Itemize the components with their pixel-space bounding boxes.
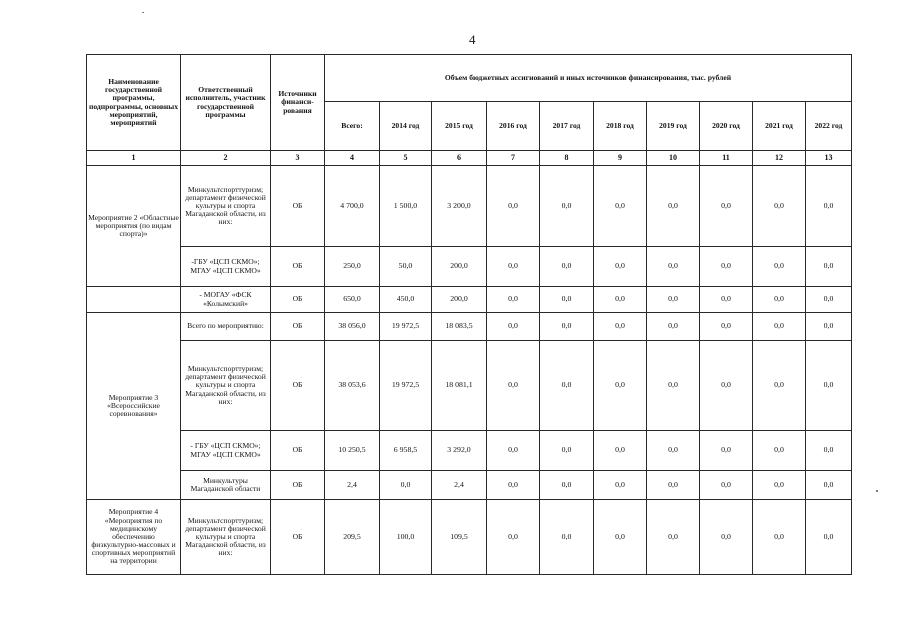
value-cell: 0,0 — [487, 247, 540, 287]
source-cell: ОБ — [271, 341, 325, 431]
value-cell: 18 083,5 — [432, 313, 487, 341]
value-cell: 0,0 — [806, 166, 852, 247]
column-number: 10 — [647, 151, 700, 166]
source-cell: ОБ — [271, 313, 325, 341]
executor-cell: - МОГАУ «ФСК «Колымский» — [181, 287, 271, 313]
value-cell: 0,0 — [647, 313, 700, 341]
value-cell: 0,0 — [540, 341, 594, 431]
value-cell: 38 056,0 — [325, 313, 380, 341]
value-cell: 0,0 — [700, 166, 753, 247]
column-number: 9 — [594, 151, 647, 166]
value-cell: 19 972,5 — [380, 341, 432, 431]
executor-cell: Минкультуры Магаданской области — [181, 471, 271, 500]
value-cell: 0,0 — [806, 431, 852, 471]
value-cell: 0,0 — [806, 500, 852, 575]
value-cell: 0,0 — [647, 431, 700, 471]
table-row — [87, 431, 852, 471]
value-cell: 200,0 — [432, 247, 487, 287]
value-cell: 0,0 — [594, 166, 647, 247]
value-cell: 0,0 — [487, 471, 540, 500]
column-number: 6 — [432, 151, 487, 166]
value-cell: 2,4 — [325, 471, 380, 500]
value-cell: 3 200,0 — [432, 166, 487, 247]
value-cell: 50,0 — [380, 247, 432, 287]
header-budget-group: Объем бюджетных ассигнований и иных источников финансирования, тыс. рублей — [325, 55, 852, 102]
value-cell: 0,0 — [380, 471, 432, 500]
executor-cell: Минкультспорттуризм; департамент физической культуры и спорта Магаданской области, из них: — [181, 166, 271, 247]
value-cell: 0,0 — [806, 247, 852, 287]
value-cell: 0,0 — [753, 313, 806, 341]
source-cell: ОБ — [271, 287, 325, 313]
value-cell: 1 500,0 — [380, 166, 432, 247]
financing-table — [86, 54, 852, 575]
column-number: 4 — [325, 151, 380, 166]
value-cell: 0,0 — [540, 471, 594, 500]
column-number: 2 — [181, 151, 271, 166]
table-row — [87, 471, 852, 500]
header-year: 2020 год — [700, 102, 753, 151]
scan-speck — [876, 490, 878, 492]
value-cell: 19 972,5 — [380, 313, 432, 341]
table-row — [87, 500, 852, 575]
value-cell: 100,0 — [380, 500, 432, 575]
value-cell: 0,0 — [806, 341, 852, 431]
executor-cell: -ГБУ «ЦСП СКМО»; МГАУ «ЦСП СКМО» — [181, 247, 271, 287]
value-cell: 0,0 — [487, 341, 540, 431]
value-cell: 0,0 — [540, 500, 594, 575]
header-year: 2021 год — [753, 102, 806, 151]
column-number: 3 — [271, 151, 325, 166]
header-executor: Ответственный исполнитель, участник государственной программы — [181, 55, 271, 151]
header-program-name: Наименование государственной программы, подпрограммы, основных мероприятий, мероприятий — [87, 55, 181, 151]
value-cell: 0,0 — [647, 471, 700, 500]
value-cell: 0,0 — [753, 431, 806, 471]
scan-speck — [142, 12, 144, 13]
value-cell: 0,0 — [753, 166, 806, 247]
value-cell: 109,5 — [432, 500, 487, 575]
header-year: 2016 год — [487, 102, 540, 151]
value-cell: 0,0 — [647, 247, 700, 287]
value-cell: 0,0 — [540, 431, 594, 471]
value-cell: 0,0 — [647, 166, 700, 247]
header-year: 2015 год — [432, 102, 487, 151]
value-cell: 0,0 — [540, 287, 594, 313]
table-row — [87, 247, 852, 287]
value-cell: 0,0 — [487, 166, 540, 247]
value-cell: 0,0 — [753, 341, 806, 431]
event-name-empty — [87, 287, 181, 313]
executor-cell: Минкультспорттуризм; департамент физической культуры и спорта Магаданской области, из них: — [181, 341, 271, 431]
value-cell: 0,0 — [647, 500, 700, 575]
column-number: 7 — [487, 151, 540, 166]
value-cell: 0,0 — [700, 500, 753, 575]
value-cell: 0,0 — [594, 313, 647, 341]
event-name: Мероприятие 3 «Всероссийские соревнования» — [87, 313, 181, 500]
value-cell: 2,4 — [432, 471, 487, 500]
value-cell: 0,0 — [700, 313, 753, 341]
value-cell: 0,0 — [753, 471, 806, 500]
value-cell: 250,0 — [325, 247, 380, 287]
value-cell: 0,0 — [594, 431, 647, 471]
value-cell: 10 250,5 — [325, 431, 380, 471]
value-cell: 4 700,0 — [325, 166, 380, 247]
table-row — [87, 341, 852, 431]
value-cell: 0,0 — [594, 341, 647, 431]
value-cell: 18 081,1 — [432, 341, 487, 431]
value-cell: 650,0 — [325, 287, 380, 313]
value-cell: 0,0 — [806, 471, 852, 500]
source-cell: ОБ — [271, 471, 325, 500]
source-cell: ОБ — [271, 500, 325, 575]
value-cell: 3 292,0 — [432, 431, 487, 471]
value-cell: 0,0 — [540, 313, 594, 341]
value-cell: 0,0 — [540, 247, 594, 287]
value-cell: 0,0 — [487, 500, 540, 575]
value-cell: 0,0 — [753, 247, 806, 287]
value-cell: 0,0 — [594, 287, 647, 313]
value-cell: 0,0 — [594, 500, 647, 575]
column-number: 8 — [540, 151, 594, 166]
table-row — [87, 166, 852, 247]
value-cell: 0,0 — [700, 341, 753, 431]
event-name: Мероприятие 2 «Областные мероприятия (по видам спорта)» — [87, 166, 181, 287]
value-cell: 0,0 — [700, 247, 753, 287]
executor-cell: Всего по мероприятию: — [181, 313, 271, 341]
header-total: Всего: — [325, 102, 380, 151]
header-year: 2019 год — [647, 102, 700, 151]
value-cell: 0,0 — [594, 471, 647, 500]
source-cell: ОБ — [271, 431, 325, 471]
value-cell: 0,0 — [647, 341, 700, 431]
header-funding-source: Источники финанси-рования — [271, 55, 325, 151]
value-cell: 0,0 — [753, 287, 806, 313]
event-name: Мероприятие 4 «Мероприятия по медицинскому обеспечению физкультурно-массовых и спортивных мероприятий на территории — [87, 500, 181, 575]
header-year: 2014 год — [380, 102, 432, 151]
source-cell: ОБ — [271, 247, 325, 287]
header-year: 2022 год — [806, 102, 852, 151]
value-cell: 38 053,6 — [325, 341, 380, 431]
header-year: 2018 год — [594, 102, 647, 151]
value-cell: 450,0 — [380, 287, 432, 313]
column-number-row — [87, 151, 852, 166]
column-number: 5 — [380, 151, 432, 166]
value-cell: 0,0 — [540, 166, 594, 247]
column-number: 13 — [806, 151, 852, 166]
column-number: 11 — [700, 151, 753, 166]
value-cell: 0,0 — [487, 431, 540, 471]
value-cell: 0,0 — [647, 287, 700, 313]
source-cell: ОБ — [271, 166, 325, 247]
header-year: 2017 год — [540, 102, 594, 151]
value-cell: 209,5 — [325, 500, 380, 575]
executor-cell: Минкультспорттуризм; департамент физической культуры и спорта Магаданской области, из них: — [181, 500, 271, 575]
column-number: 1 — [87, 151, 181, 166]
executor-cell: - ГБУ «ЦСП СКМО»; МГАУ «ЦСП СКМО» — [181, 431, 271, 471]
value-cell: 0,0 — [487, 287, 540, 313]
value-cell: 0,0 — [700, 431, 753, 471]
page-number: 4 — [469, 32, 476, 47]
table-row — [87, 287, 852, 313]
value-cell: 0,0 — [594, 247, 647, 287]
value-cell: 0,0 — [806, 287, 852, 313]
value-cell: 200,0 — [432, 287, 487, 313]
value-cell: 6 958,5 — [380, 431, 432, 471]
value-cell: 0,0 — [753, 500, 806, 575]
value-cell: 0,0 — [700, 287, 753, 313]
table-row — [87, 313, 852, 341]
value-cell: 0,0 — [806, 313, 852, 341]
header-row-1 — [87, 55, 852, 102]
column-number: 12 — [753, 151, 806, 166]
value-cell: 0,0 — [700, 471, 753, 500]
value-cell: 0,0 — [487, 313, 540, 341]
